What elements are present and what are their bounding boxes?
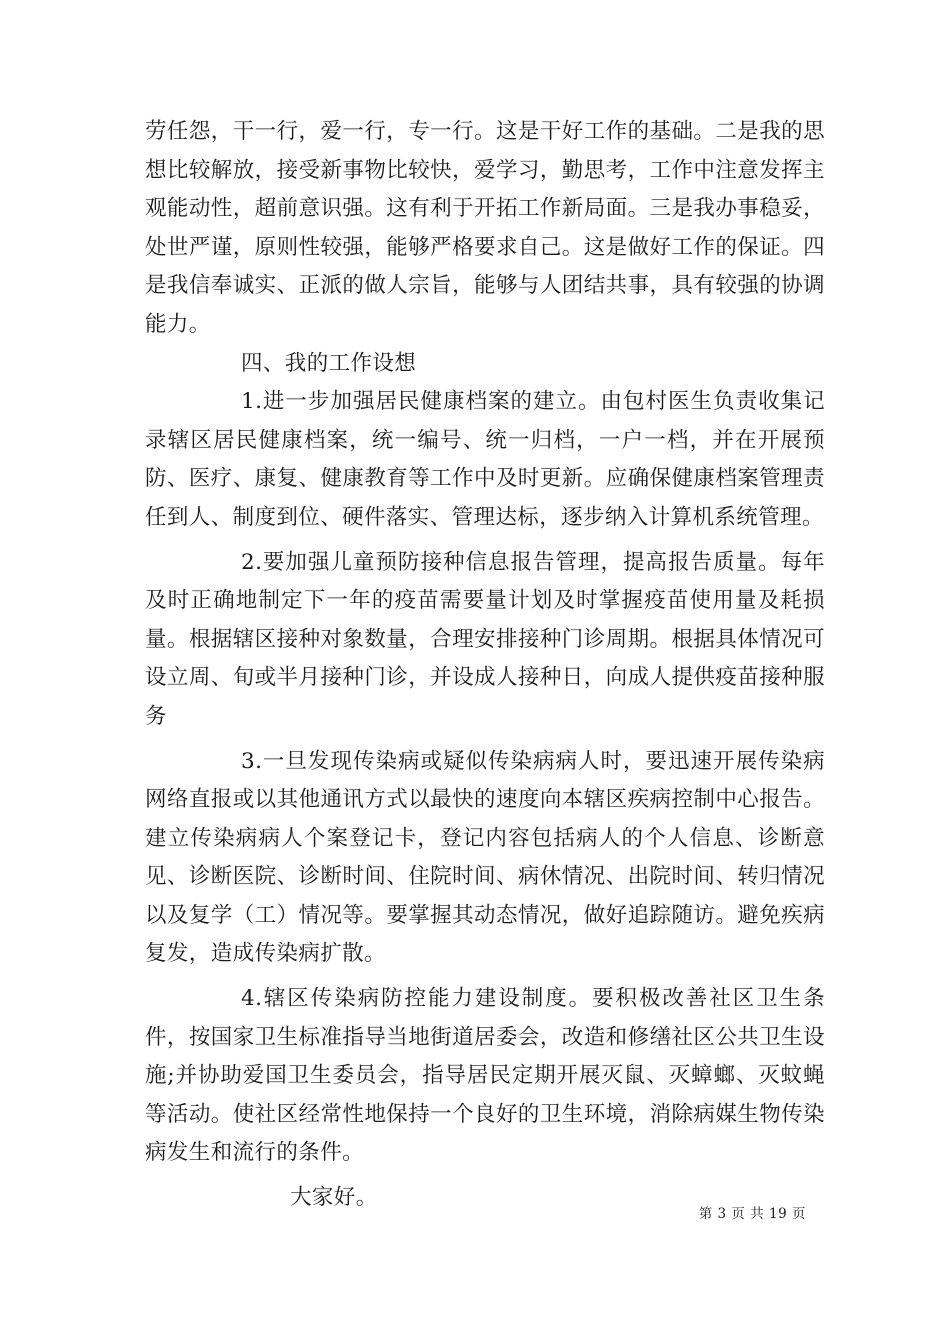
paragraph-item-3: 3.一旦发现传染病或疑似传染病病人时，要迅速开展传染病网络直报或以其他通讯方式以最快的速度向本辖区疾病控制中心报告。建立传染病病人个案登记卡，登记内容包括病人的个人信息、诊断意见、诊断医院、诊断时间、住院时间、病休情况、出院时间、转归情况以及复学（工）情况等。要掌握其动态情况，做好追踪随访。避免疾病复发，造成传染病扩散。 xyxy=(145,748,825,967)
page-number: 第 3 页 共 19 页 xyxy=(698,1206,806,1222)
paragraph-item-4: 4.辖区传染病防控能力建设制度。要积极改善社区卫生条件，按国家卫生标准指导当地街道居委会，改造和修缮社区公共卫生设施;并协助爱国卫生委员会，指导居民定期开展灭鼠、灭蟑螂、灭蚊蝇等活动。使社区经常性地保持一个良好的卫生环境，消除病媒生物传染病发生和流行的条件。 xyxy=(145,986,825,1166)
paragraph-item-1: 1.进一步加强居民健康档案的建立。由包村医生负责收集记录辖区居民健康档案，统一编号、统一归档，一户一档，并在开展预防、医疗、康复、健康教育等工作中及时更新。应确保健康档案管理责任到人、制度到位、硬件落实、管理达标，逐步纳入计算机系统管理。 xyxy=(145,389,825,530)
document-body xyxy=(145,113,825,1218)
section-heading: 四、我的工作设想 xyxy=(241,350,417,376)
closing-line: 大家好。 xyxy=(290,1185,378,1211)
paragraph-item-2: 2.要加强儿童预防接种信息报告管理，提高报告质量。每年及时正确地制定下一年的疫苗需要量计划及时掌握疫苗使用量及耗损量。根据辖区接种对象数量，合理安排接种门诊周期。根据具体情况可设立周、旬或半月接种门诊，并设成人接种日，向成人提供疫苗接种服务 xyxy=(145,549,825,729)
paragraph-continuation: 劳任怨，干一行，爱一行，专一行。这是干好工作的基础。二是我的思想比较解放，接受新事物比较快，爱学习，勤思考，工作中注意发挥主观能动性，超前意识强。这有利于开拓工作新局面。三是我办事稳妥，处世严谨，原则性较强，能够严格要求自己。这是做好工作的保证。四是我信奉诚实、正派的做人宗旨，能够与人团结共事，具有较强的协调能力。 xyxy=(145,119,825,337)
